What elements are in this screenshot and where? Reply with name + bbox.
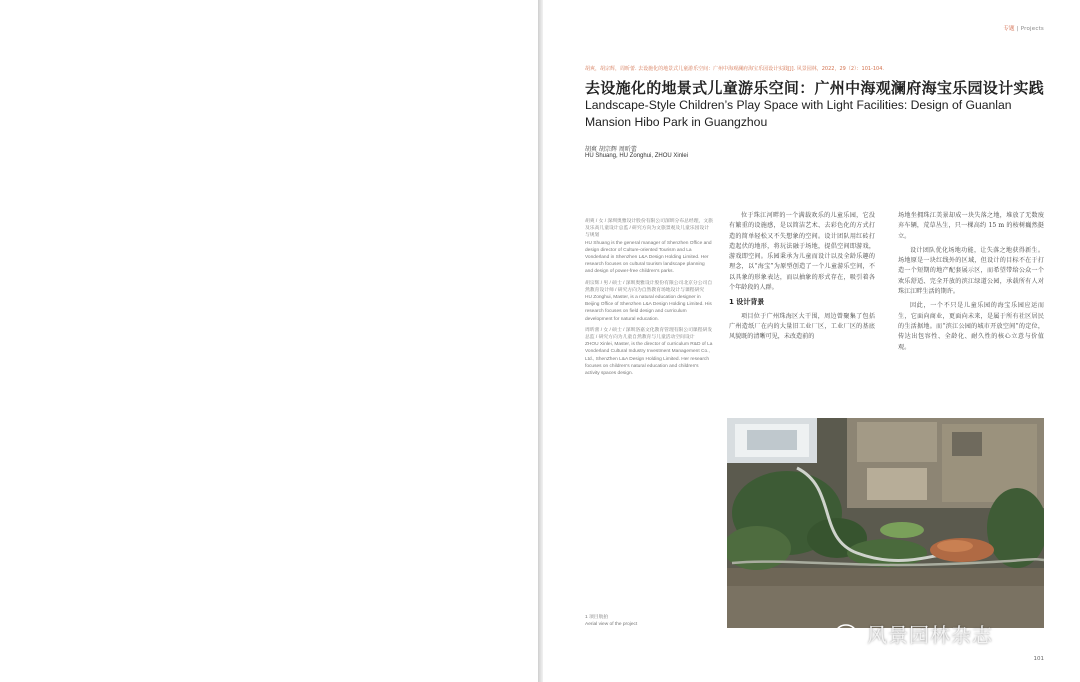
body-paragraph: 因此，一个不只是儿童乐园的海宝乐园应运而生，它面向商业，更面向未来，是属于所有社区居民的生活据地。而“滨江公园的城市开放空间”的定位，传达出包容性、全龄化、耐久性的核心立意与价值观。: [898, 302, 1044, 351]
watermark: [835, 619, 993, 648]
article-title-en: Landscape-Style Children’s Play Space with Light Facilities: Design of Guanlan Mansion Hibo Park in Guangzhou: [585, 98, 1012, 129]
body-column-1: [729, 211, 875, 347]
bio-cn: 周昕蕾 / 女 / 硕士 / 深圳洛嘉文化教育管理有限公司课程研发总监 / 研究方向为儿童自然教育与儿童活动空间设计: [585, 327, 713, 341]
bio-cn: 胡爽 / 女 / 深圳奥雅设计股份有限公司深圳分布总经理，文旅及乐高儿童设计总监 / 研究方向为文旅景观及儿童乐园设计与规划: [585, 219, 713, 239]
body-paragraph: 设计团队优化场地功能，让失落之地获得新生。场地原是一块红线外的区域，但设计的目标不在于打造一个短期的地产配套展示区，而希望带给公众一个欢乐舒适、完全开放的滨江绿道公园，承载所有人对珠江江畔生活的期许。: [898, 246, 1044, 296]
authors-en: HU Shuang, HU Zonghui, ZHOU Xinlei: [585, 153, 689, 159]
page-number: 101: [1033, 656, 1044, 662]
running-header: [1003, 24, 1044, 32]
article-title-cn: 去设施化的地景式儿童游乐空间：广州中海观澜府海宝乐园设计实践: [585, 79, 1045, 97]
author-bio: [585, 280, 713, 323]
aerial-photo: [727, 418, 1044, 628]
body-paragraph: 位于珠江河畔的一个满载欢乐的儿童乐园，它没有繁重的设施感，是以简洁艺术、去彩色化的方式打造的简单轻松又不失想象的空间。设计团队用红砖打造起伏的地形，将玩法融于场地，提倡空间即游戏，游戏即空间。乐园秉承为儿童而设计以及全龄乐趣的理念，以“海宝”为原型创造了一个儿童游乐空间，不以具象的形象表达，而以抽象的形式存在，吸引着各个年龄段的人群。: [729, 212, 875, 292]
caption-en: Aerial view of the project: [585, 622, 638, 627]
header-separator: |: [1016, 26, 1019, 32]
left-page-blank: [0, 0, 538, 682]
author-bio: [585, 218, 713, 276]
citation: 胡爽，胡宗辉，周昕蕾. 去设施化的地景式儿童游乐空间：广州中海观澜府海宝乐园设计实践[J]. 风景园林，2022，29（2）：101-104.: [585, 66, 884, 72]
bio-en: HU Zonghui, Master, is a natural education designer in Beijing Office of Shenzhen L&A Design Holding Limited. His research focuses on field design and curriculum development for natural education.: [585, 295, 712, 322]
body-column-2: [898, 211, 1044, 357]
header-label: Projects: [1020, 26, 1044, 32]
figure-caption: [585, 614, 637, 628]
body-paragraph: 项目位于广州珠海区大干围，周边曾聚集了包括广州造纸厂在内的大量旧工业厂区，工业厂区的基底风貌既的清晰可见，未改造前的: [729, 312, 875, 341]
wechat-icon: [835, 623, 863, 645]
header-section: 专题: [1003, 26, 1015, 32]
bio-cn: 胡宗辉 / 男 / 硕士 / 深圳奥雅设计股份有限公司北京分公司自然教育设计师 / 研究方向为自然教育场地设计与课程研究: [585, 280, 713, 293]
author-bios: [585, 218, 713, 381]
watermark-text: 风景园林杂志: [867, 623, 993, 647]
caption-cn: 1 项目航拍: [585, 615, 609, 620]
bio-en: ZHOU Xinlei, Master, is the director of curriculum R&D of La Vonderland Cultural Industry Investment Management Co., Ltd., ShenZhen L&A Design Holding Limited. Her research focuses on children's natural education and children's activity spaces design.: [585, 342, 713, 377]
body-paragraph: 场地坐拥珠江美景却成一块失落之地，堆放了无数废弃车辆，荒草丛生，只一棵高约 15 m 的桉树巍然挺立。: [898, 212, 1044, 240]
bio-en: HU Shuang is the general manager of Shenzhen Office and design director of Culture-oriented Tourism and La Vonderland in Shenzhen L&A Design Holding Limited. Her research focuses on cultural tourism landscape planning and design of power-free children's parks.: [585, 240, 712, 275]
authors-cn: 胡爽 胡宗辉 周昕蕾: [585, 146, 637, 153]
aerial-photo-illustration: [727, 418, 1044, 628]
author-bio: [585, 327, 713, 377]
right-page: [543, 0, 1080, 682]
section-heading: 1 设计背景: [729, 298, 765, 307]
